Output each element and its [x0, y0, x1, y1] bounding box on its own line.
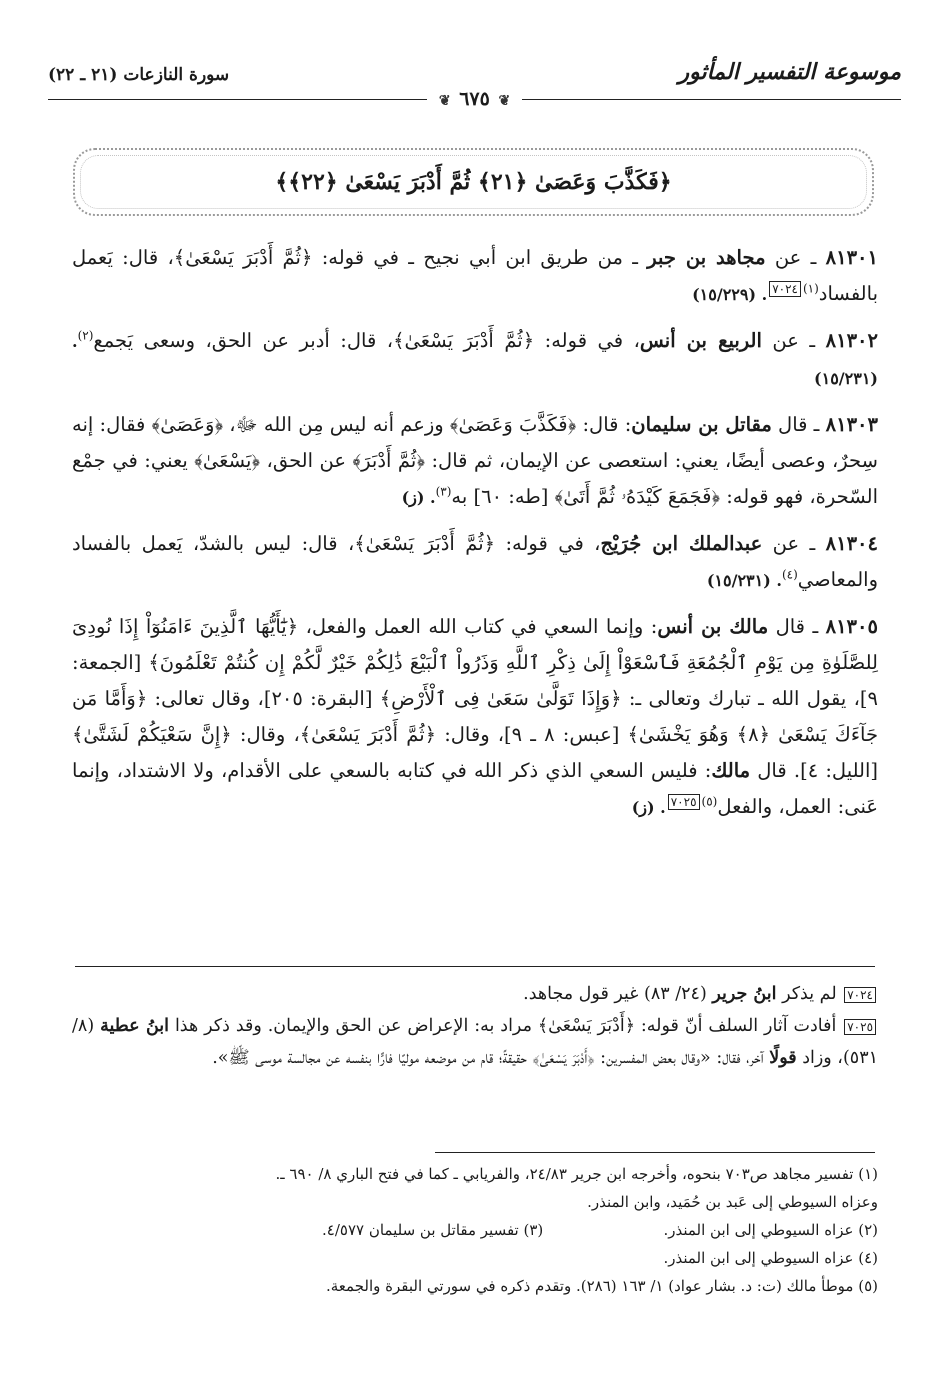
- narrator-name: الربيع بن أنس: [639, 329, 762, 352]
- footnote-marker[interactable]: (٤): [781, 567, 798, 582]
- footnote-3: (٣) تفسير مقاتل بن سليمان ٤/٥٧٧.: [322, 1221, 544, 1239]
- source-reference: . (ز): [401, 488, 436, 507]
- entry-text: ـ قال: [771, 413, 820, 436]
- footnote-marker[interactable]: (٥): [701, 794, 718, 809]
- note-text: (٢٤/ ٨٣) غير قول مجاهد.: [523, 984, 713, 1004]
- page-number-block: [427, 88, 522, 110]
- entry-number: ٨١٣٠٢: [825, 329, 878, 352]
- narrator-name: مجاهد بن جبر: [647, 246, 766, 269]
- narrator-name: مقاتل بن سليمان: [631, 413, 772, 436]
- commentary-note-7024: [72, 978, 878, 1010]
- footnotes: [72, 1160, 878, 1300]
- entry-number: ٨١٣٠١: [825, 246, 879, 269]
- source-reference: . (١٥/٢٣١): [706, 571, 782, 590]
- verse-frame: [73, 148, 874, 216]
- footnote-1: (١) تفسير مجاهد ص٧٠٣ بنحوه، وأخرجه ابن جرير ٢٤/٨٣، والفريابي ـ كما في فتح الباري ٨/ ٦٩٠ ـ.: [275, 1165, 878, 1183]
- commentary-notes: [72, 978, 878, 1074]
- footnote-5: (٥) موطأ مالك (ت: د. بشار عواد) ١/ ١٦٣ (٢٨٦). وتقدم ذكره في سورتي البقرة والجمعة.: [325, 1277, 878, 1295]
- footnote-marker[interactable]: (٢): [77, 328, 94, 343]
- note-text: لم يذكر: [776, 984, 843, 1004]
- footnote-marker[interactable]: (١): [802, 281, 819, 296]
- source-reference: . (١٥/٢٢٩): [692, 285, 768, 304]
- entry-text: ، في قوله: ﴿ثُمَّ أَدْبَرَ يَسْعَىٰ﴾، قال: أدبر عن الحق، وسعى يَجمع: [93, 329, 640, 352]
- entry-text: : فليس السعي الذي ذكر الله في كتابه بالسعي على الأقدام، ولا الاشتداد، وإنما عَنى: العمل، والفعل: [72, 759, 878, 818]
- commentary-note-7025: [72, 1010, 878, 1074]
- entry-text: : قال: ﴿فَكَذَّبَ وَعَصَىٰ﴾ وزعم أنه ليس مِن الله ﷻ، ﴿وَعَصَىٰ﴾ فقال: إنه سِحرٌ، وعصى أيضًا، يعني: استعصى عن الإيمان، ثم قال: ﴿ثُمَّ أَدْبَرَ﴾ عن الحق، ﴿يَسْعَىٰ﴾ يعني: في جمْع السّحرة، فهو قوله: ﴿فَجَمَعَ كَيْدَهُۥ ثُمَّ أَتَىٰ﴾ [طه: ٦٠] به: [72, 413, 878, 508]
- entry-81301: [72, 240, 878, 313]
- note-text: (٨/ ٥٣١)، وزاد: [72, 1016, 878, 1068]
- entry-text: ، في قوله: ﴿ثُمَّ أَدْبَرَ يَسْعَىٰ﴾، قال: ليس بالشدّ، يَعمل بالفساد والمعاصي: [72, 532, 878, 591]
- note-text: أفادت آثار السلف أنّ قوله: ﴿أَدْبَرَ يَسْعَىٰ﴾ مراد به: الإعراض عن الحق والإيمان. وقد ذكر هذا: [169, 1016, 843, 1036]
- narrator-name: مالك: [711, 759, 751, 782]
- entry-number: ٨١٣٠٥: [825, 615, 878, 638]
- entry-81302: [72, 323, 878, 397]
- entry-text: ـ من طريق ابن أبي نجيح ـ في قوله: ﴿ثُمَّ أَدْبَرَ يَسْعَىٰ﴾، قال: يَعمل بالفساد: [72, 246, 878, 305]
- commentary-box-marker[interactable]: ٧٠٢٥: [668, 794, 700, 810]
- entry-text: : وإنما السعي في كتاب الله العمل والفعل، ﴿يَٰٓأَيُّهَا ٱلَّذِينَ ءَامَنُوٓاْ إِذَا نُودِىَ لِلصَّلَوٰةِ مِن يَوْمِ ٱلْجُمُعَةِ فَٱسْعَوْاْ إِلَىٰ ذِكْرِ ٱللَّهِ وَذَرُواْ ٱلْبَيْعَ ذَٰلِكُمْ خَيْرٌ لَّكُمْ إِن كُنتُمْ تَعْلَمُونَ﴾ [الجمعة: ٩]، يقول الله ـ تبارك وتعالى ـ: ﴿وَإِذَا تَوَلَّىٰ سَعَىٰ فِى ٱلْأَرْضِ﴾ [البقرة: ٢٠٥]، وقال تعالى: ﴿وَأَمَّا مَن جَآءَكَ يَسْعَىٰ ﴿٨﴾ وَهُوَ يَخْشَىٰ﴾ [عبس: ٨ ـ ٩]، وقال: ﴿ثُمَّ أَدْبَرَ يَسْعَىٰ﴾، وقال: ﴿إِنَّ سَعْيَكُمْ لَشَتَّىٰ﴾ [الليل: ٤]. قال: [72, 615, 879, 782]
- commentary-box-marker[interactable]: ٧٠٢٤: [769, 281, 801, 297]
- narrator-name: عبدالملك ابن جُرَيْج: [600, 532, 763, 555]
- book-title: موسوعة التفسير المأثور: [678, 59, 901, 85]
- entry-number: ٨١٣٠٤: [825, 532, 879, 555]
- entry-81305: [72, 609, 878, 826]
- scholar-name: ابنُ جرير: [712, 984, 777, 1004]
- ornament-left-icon: ❦: [498, 93, 511, 109]
- verse-text: ﴿فَكَذَّبَ وَعَصَىٰ ﴿٢١﴾ ثُمَّ أَدْبَرَ يَسْعَىٰ ﴿٢٢﴾﴾: [275, 169, 672, 195]
- commentary-separator: [75, 966, 875, 967]
- surah-reference: سورة النازعات (٢١ ـ ٢٢): [48, 65, 230, 85]
- scholar-name: ابنُ عطية: [100, 1016, 170, 1036]
- emphasis-text: قولًا: [769, 1048, 797, 1068]
- note-text: آخر، فقال: «وقال بعض المفسرين: ﴿أَدْبَرَ يَسْعَىٰ﴾ حقيقةً؛ قام من موضعه موليًا فارًّا بنفسه عن مجالسة موسى ﷺ».: [212, 1048, 770, 1068]
- entry-text: ـ عن: [765, 246, 817, 269]
- entry-text: ـ عن: [761, 329, 816, 352]
- entry-text: ـ قال: [768, 615, 819, 638]
- entry-81303: [72, 407, 878, 516]
- footnote-2: (٢) عزاه السيوطي إلى ابن المنذر.: [663, 1221, 878, 1239]
- main-text: [72, 240, 878, 836]
- commentary-box-label: ٧٠٢٤: [844, 987, 876, 1003]
- footnote-row: [72, 1216, 878, 1244]
- entry-number: ٨١٣٠٣: [825, 413, 878, 436]
- footnote-separator: [435, 1152, 875, 1153]
- source-reference: . (ز): [631, 798, 666, 817]
- footnote-marker[interactable]: (٣): [435, 484, 452, 499]
- footnote-1-continued: وعزاه السيوطي إلى عَبد بن حُمَيد، وابن المنذر.: [587, 1193, 878, 1211]
- entry-text: ـ عن: [762, 532, 816, 555]
- ornament-right-icon: ❦: [438, 93, 451, 109]
- page-number: ٦٧٥: [459, 88, 490, 110]
- narrator-name: مالك بن أنس: [657, 615, 769, 638]
- page-number-container: [0, 88, 949, 110]
- commentary-box-label: ٧٠٢٥: [844, 1019, 876, 1035]
- entry-81304: [72, 526, 878, 599]
- source-reference: . (١٥/٢٣١): [72, 332, 878, 388]
- footnote-4: (٤) عزاه السيوطي إلى ابن المنذر.: [663, 1249, 878, 1267]
